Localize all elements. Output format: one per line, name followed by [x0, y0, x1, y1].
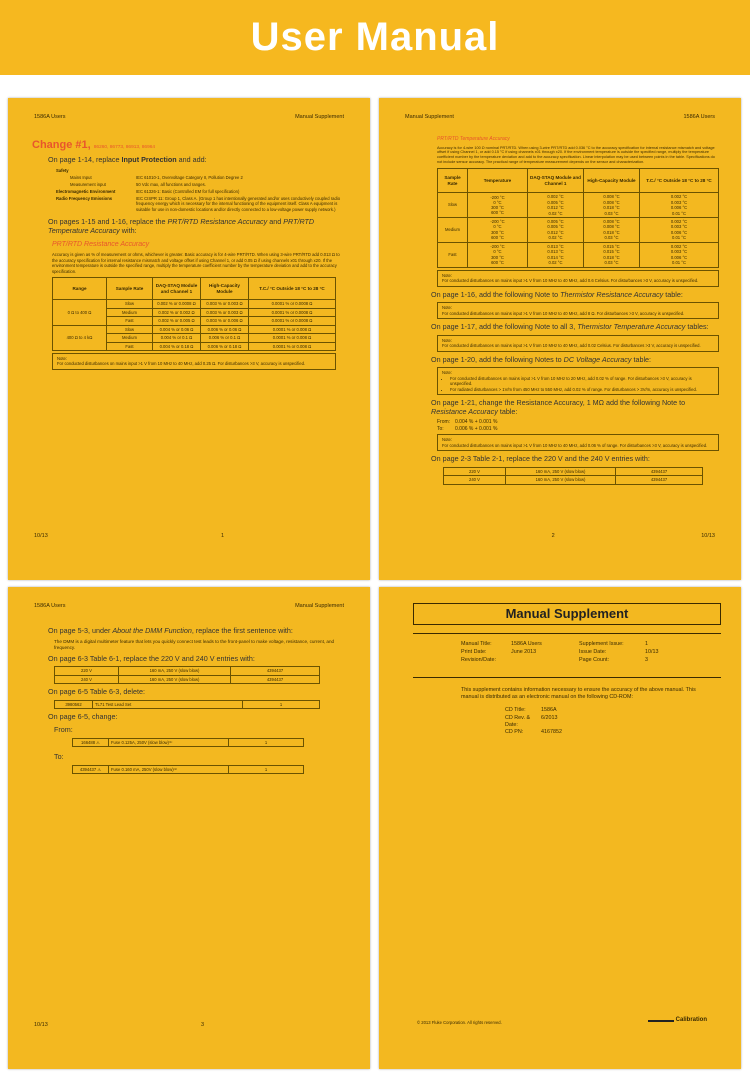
manual-page-4: [379, 587, 741, 1069]
supplement-title: Manual Supplement: [413, 603, 721, 625]
note-box: Note: For conducted disturbances on mains input >1 V from 10 MHz to 40 MHz, add 8 Ω. For disturbances >3 V, accuracy is unspecified.: [437, 302, 719, 319]
manual-page-3: [8, 587, 370, 1069]
instruction: On page 1-14, replace Input Protection and add:: [48, 155, 207, 165]
banner-title: User Manual: [250, 15, 500, 59]
instruction: On page 2-3 Table 2-1, replace the 220 V and the 240 V entries with:: [431, 454, 650, 464]
section-paragraph: The DMM is a digital multimeter feature that lets you quickly connect test leads to the front-panel to make voltage, resistance, current, and frequency.: [54, 638, 335, 650]
instruction: On page 6-5 Table 6-3, delete:: [48, 687, 145, 697]
note-box: Note: For conducted disturbances on mains input >1 V from 10 MHz to 40 MHz, add 0.6 Celsius. For disturbances >3 V, accuracy is unspecified.: [437, 270, 719, 287]
delete-table: 3980562 TL71 Test Lead Set 1: [54, 700, 320, 709]
instruction: On page 1-21, change the Resistance Accuracy, 1 MΩ add the following Note to Resistance Accuracy table:: [431, 398, 686, 416]
section-paragraph: Accuracy is for 4-wire 100 Ω nominal PRT/RTD. When using 3-wire PRT/RTD add 0.036 °C to the accuracy specification for internal resistance mismatch and voltage offset if using Channel 1, or add 0.15 °C if using channels x01 through x20. If the environment temperature is outside the specified range, multiply the temperature coefficient number by the temperature deviation and add to the accuracy specification. Linear interpolation may be used between points in the table. Specifications do not include sensor accuracy. The practical range of temperature measurement depends on the sensor and characterization.: [437, 145, 715, 165]
note-box: Note: For conducted disturbances on mains input >1 V from 10 MHz to 40 MHz, add 0.06 % of range. For disturbances >3 V, accuracy is unspecified.: [437, 434, 719, 451]
supplement-intro: This supplement contains information necessary to ensure the accuracy of the above manual. This manual is distributed as an electronic manual on the following CD-ROM:: [461, 687, 696, 701]
page-footer: 10/13 3: [34, 1021, 204, 1028]
page-footer: 2 10/13: [551, 532, 715, 539]
from-label: From:: [54, 724, 73, 734]
page-footer: 10/13 1: [34, 532, 224, 539]
note-box: Note: • For conducted disturbances on mains input >1 V from 10 MHz to 20 MHz, add 0.02 % of range. For disturbances >3 V, accuracy is unspecified. • For radiated disturbances > 1V/m from 450 MHz to 550 MHz, add 0.02 % of range. For disturbances > 3V/m, accuracy is unspecified.: [437, 367, 719, 395]
brand-label: Calibration: [675, 1017, 707, 1024]
page-header: 1586A Users Manual Supplement: [34, 603, 344, 609]
page-header: [34, 114, 344, 121]
from-part-table: 166488 ⚠ Fuse 0.125A, 250V (slow blow)⁽¹⁾ 1: [72, 738, 304, 747]
instruction: On page 5-3, under About the DMM Function, replace the first sentence with:: [48, 626, 293, 635]
to-part-table: 4394437 ⚠ Fuse 0.160 mA, 250V (slow blow)⁽¹⁾ 1: [72, 765, 304, 774]
note-box: Note: For conducted disturbances on mains input >1 V from 10 MHz to 40 MHz, add 0.25 Ω. For disturbances >3 V, accuracy is unspecified.: [52, 353, 336, 370]
divider: [413, 633, 721, 634]
fuse-table: 220 V 160 mA, 250 V (slow blow) 4394437 240 V 160 mA, 250 V (slow blow) 4394437: [54, 666, 320, 684]
top-banner: [0, 0, 750, 75]
brand-mark: [648, 1017, 707, 1025]
manual-page-2: [379, 98, 741, 580]
note-box: Note: For conducted disturbances on mains input >1 V from 10 MHz to 40 MHz, add 0.02 Celsius. For disturbances >3 V, accuracy is unspecified.: [437, 335, 719, 352]
safety-spec: Safety Mains Input IEC 61010-1, Overvoltage Category II, Pollution Degree 2 Measurement input 50 Vdc max, all functions and ranges. Electromagnetic Environment IEC 61326-1: Basic (Controlled EM for full specification) Radio Frequency Emissions IEC CISPR 11: Group 1, Class A. (Group 1 has intentionally generated and/or uses conductively coupled radio frequency energy which is necessary for the internal functioning of the equipment itself. Class A equipment is suitable for use in non-domestic locations and/or directly connected to a low-voltage power supply network.): [56, 167, 341, 212]
brand-bar-icon: [648, 1020, 674, 1023]
header-left: 1586A Users: [34, 114, 66, 120]
from-to-values: From: 0.004 % + 0.001 % To: 0.006 % + 0.001 %: [437, 419, 498, 432]
resistance-accuracy-table: Range Sample Rate DAQ-STAQ Module and Channel 1 High-Capacity Module T.C./ °C Outside 18 °C to 28 °C 0 Ω to 400 Ω Slow 0.002 % or 0.0008 Ω 0.003 % or 0.003 Ω 0.0001 % or 0.0008 Ω Medium 0.002 % or 0.002 Ω 0.003 % or 0.003 Ω 0.0001 % or 0.0008 Ω Fast 0.002 % or 0.005 Ω 0.003 % or 0.006 Ω 0.0001 % or 0.0008 Ω 400 Ω to 4 kΩ Slow 0.004 % or 0.06 Ω 0.006 % or 0.06 Ω 0.0001 % or 0.008 Ω Medium 0.004 % or 0.1 Ω 0.006 % or 0.1 Ω 0.0001 % or 0.008 Ω Fast 0.004 % or 0.18 Ω 0.006 % or 0.18 Ω 0.0001 % or 0.008 Ω: [52, 277, 336, 351]
instruction: On page 6-5, change:: [48, 712, 118, 722]
manual-info-right: Supplement Issue: 1 Issue Date: 10/13 Page Count: 3: [579, 641, 659, 664]
instruction: On page 1-20, add the following Notes to DC Voltage Accuracy table:: [431, 354, 652, 364]
instruction: On page 1-16, add the following Note to Thermistor Resistance Accuracy table:: [431, 289, 683, 299]
instruction: On page 1-17, add the following Note to all 3, Thermistor Temperature Accuracy tables:: [431, 322, 709, 332]
section-title: PRT/RTD Temperature Accuracy: [437, 136, 510, 142]
divider: [413, 677, 721, 678]
manual-page-1: [8, 98, 370, 580]
change-title: Change #1, 86260, 86773, 86913, 86964: [32, 139, 156, 151]
section-title: PRT/RTD Resistance Accuracy: [52, 241, 150, 249]
cd-info: CD Title: 1586A CD Rev. & Date: 6/2013 CD PN: 4167852: [505, 707, 562, 736]
instruction: On pages 1-15 and 1-16, replace the PRT/RTD Resistance Accuracy and PRT/RTD Temperature Accuracy with:: [48, 217, 315, 235]
temperature-accuracy-table: Sample Rate Temperature DAQ-STAQ Module and Channel 1 High-Capacity Module T.C./ °C Outside 18 °C to 28 °C Slow -200 °C 0 °C 300 °C 600 °C 0.002 °C 0.005 °C 0.012 °C 0.02 °C 0.008 °C 0.008 °C 0.018 °C 0.03 °C 0.002 °C 0.003 °C 0.006 °C 0.01 °C Medium -200 °C 0 °C 300 °C 600 °C 0.005 °C 0.005 °C 0.012 °C 0.02 °C 0.008 °C 0.008 °C 0.018 °C 0.03 °C 0.002 °C 0.003 °C 0.006 °C 0.01 °C Fast -200 °C 0 °C 300 °C 600 °C 0.013 °C 0.013 °C 0.014 °C 0.02 °C 0.015 °C 0.015 °C 0.018 °C 0.03 °C 0.002 °C 0.003 °C 0.006 °C 0.01 °C: [437, 168, 719, 267]
page-header: Manual Supplement 1586A Users: [405, 114, 715, 120]
fuse-table: 220 V 160 mA, 250 V (slow blow) 4394437 240 V 160 mA, 250 V (slow blow) 4394437: [443, 467, 703, 485]
manual-info-left: Manual Title: 1586A Users Print Date: June 2013 Revision/Date:: [461, 641, 542, 664]
header-right: Manual Supplement: [295, 114, 344, 120]
to-label: To:: [54, 751, 64, 761]
copyright: © 2013 Fluke Corporation. All rights reserved.: [417, 1019, 502, 1025]
instruction: On page 6-3 Table 6-1, replace the 220 V and 240 V entries with:: [48, 653, 255, 663]
section-paragraph: Accuracy is given as % of measurement or ohms, whichever is greater. Basic accuracy is for 4-wire PRT/RTD. When using 3-wire PRT/RTD add 0.013 Ω to the accuracy specification for internal resistance mismatch and voltage offset if using Channel 1, or add 0.05 Ω if using channels x01 through x20. If the environment temperature is outside the specified range, multiply the temperature coefficient number by the temperature deviation and add to the accuracy specification.: [52, 252, 340, 274]
change-refs: 86260, 86773, 86913, 86964: [93, 145, 156, 150]
